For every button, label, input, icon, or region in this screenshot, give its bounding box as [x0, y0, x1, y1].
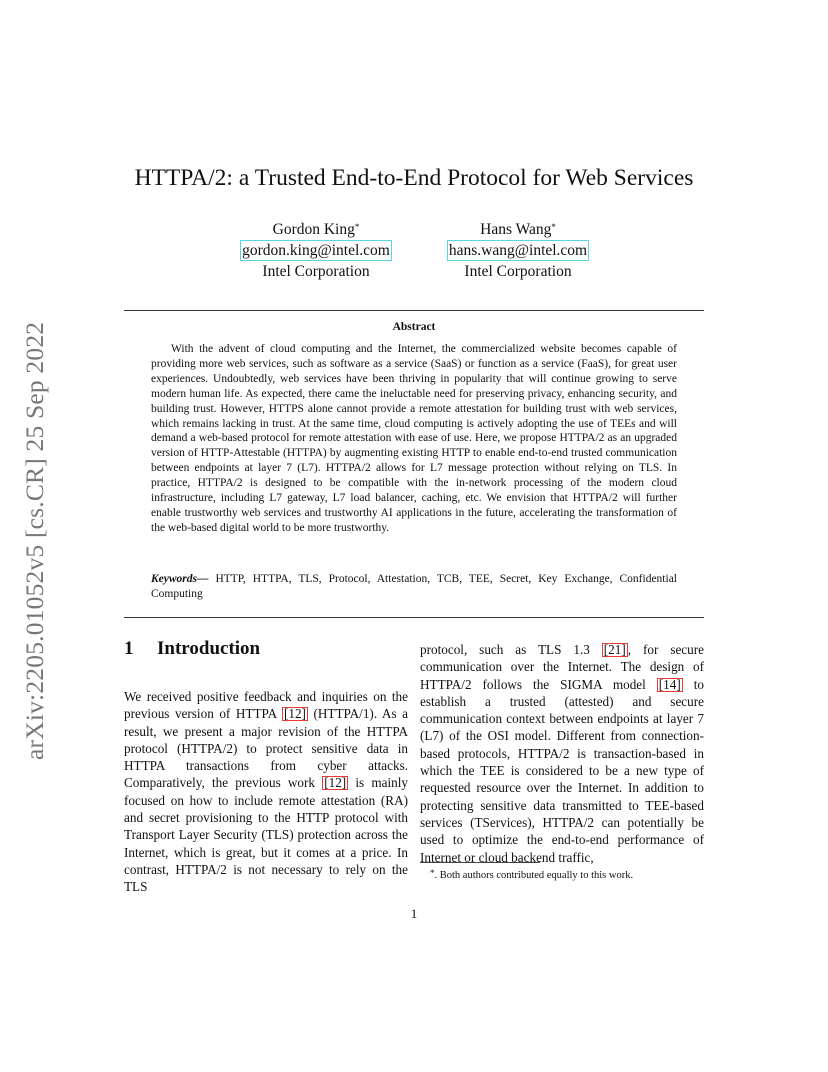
citation-link[interactable]: [12] — [283, 706, 306, 722]
author-mark: * — [354, 222, 360, 232]
section-number: 1 — [124, 638, 134, 659]
citation-link[interactable]: [14] — [658, 676, 681, 692]
keywords-text: HTTP, HTTPA, TLS, Protocol, Attestation, TCB, TEE, Secret, Key Exchange, Confidential Computing — [151, 573, 677, 600]
citation-link[interactable]: [21] — [603, 642, 626, 657]
footnote — [430, 869, 633, 882]
author-email-link[interactable]: hans.wang@intel.com — [448, 242, 588, 259]
footnote-mark: * — [430, 868, 435, 878]
section-heading — [124, 638, 260, 660]
author-affiliation: Intel Corporation — [262, 263, 370, 280]
footnote-text: . Both authors contributed equally to this work. — [434, 870, 634, 881]
keywords — [151, 572, 677, 602]
author-email-link[interactable]: gordon.king@intel.com — [242, 242, 390, 259]
author-name: Gordon King* — [272, 221, 360, 238]
abstract-text: With the advent of cloud computing and the Internet, the commercialized website becomes capable of providing more web services, such as software as a service (SaaS) or function as a service (FaaS), for great user experiences. Undoubtedly, web services have been thriving in popularity that will continue growing to serve modern human life. As expected, there came the ineluctable need for preserving privacy, enhancing security, and building trust. However, HTTPS alone cannot provide a remote attestation for building trust with web services, which remains lacking in trust. At the same time, cloud computing is actively adopting the use of TEEs and will demand a web-based protocol for remote attestation with ease of use. Here, we propose HTTPA/2 as an upgraded version of HTTP-Attestable (HTTPA) by augmenting existing HTTP to enable end-to-end trusted communication between endpoints at layer 7 (L7). HTTPA/2 allows for L7 message protection without relying on TLS. In practice, HTTPA/2 is designed to be compatible with the in-network processing of the modern cloud infrastructure, including L7 gateway, L7 load balancer, caching, etc. We envision that HTTPA/2 will further enable trustworthy web services and trustworthy AI applications in the future, accelerating the transformation of the web-based digital world to be more trustworthy. — [151, 343, 677, 534]
author-affiliation: Intel Corporation — [464, 263, 572, 280]
arxiv-identifier: arXiv:2205.01052v5 [cs.CR] 25 Sep 2022 — [20, 321, 49, 760]
keywords-label: Keywords— — [151, 573, 209, 585]
section-title: Introduction — [157, 638, 261, 659]
abstract-top-rule — [124, 310, 704, 311]
intro-left-column: We received positive feedback and inquiries on the previous version of HTTPA [12] (HTTPA/1). As a result, we present a major revision of the HTTPA protocol (HTTPA/2) to protect sensitive data in HTTPA transactions from cyber attacks. Comparatively, the previous work [12] is mainly focused on how to include remote attestation (RA) and secret provisioning to the HTTP protocol with Transport Layer Security (TLS) protection across the Internet, which is great, but it comes at a price. In contrast, HTTPA/2 is not necessary to rely on the TLS — [124, 689, 408, 895]
page-number: 1 — [410, 906, 418, 921]
abstract-heading: Abstract — [392, 321, 436, 333]
author-block — [442, 220, 594, 281]
abstract-bottom-rule — [124, 617, 704, 618]
paper-title: HTTPA/2: a Trusted End-to-End Protocol for Web Services — [134, 165, 694, 191]
author-mark: * — [551, 222, 556, 232]
author-name: Hans Wang* — [480, 221, 556, 238]
citation-link[interactable]: [12] — [324, 775, 347, 791]
author-block — [236, 220, 396, 281]
intro-right-column: protocol, such as TLS 1.3 [21] , for secure communication over the Internet. The design of HTTPA/2 follows the SIGMA model [14] to establish a trusted (attested) and secure communication context between endpoints at layer 7 (L7) of the OSI model. Different from connection-based protocols, HTTPA/2 is transaction-based in which the TEE is considered to be a new type of requested resource over the Internet. In addition to protecting sensitive data transmitted to TEE-based services (TServices), HTTPA/2 can potentially be used to optimize the end-to-end performance of Internet or cloud backend traffic, — [420, 642, 704, 865]
footnote-rule — [420, 862, 540, 863]
